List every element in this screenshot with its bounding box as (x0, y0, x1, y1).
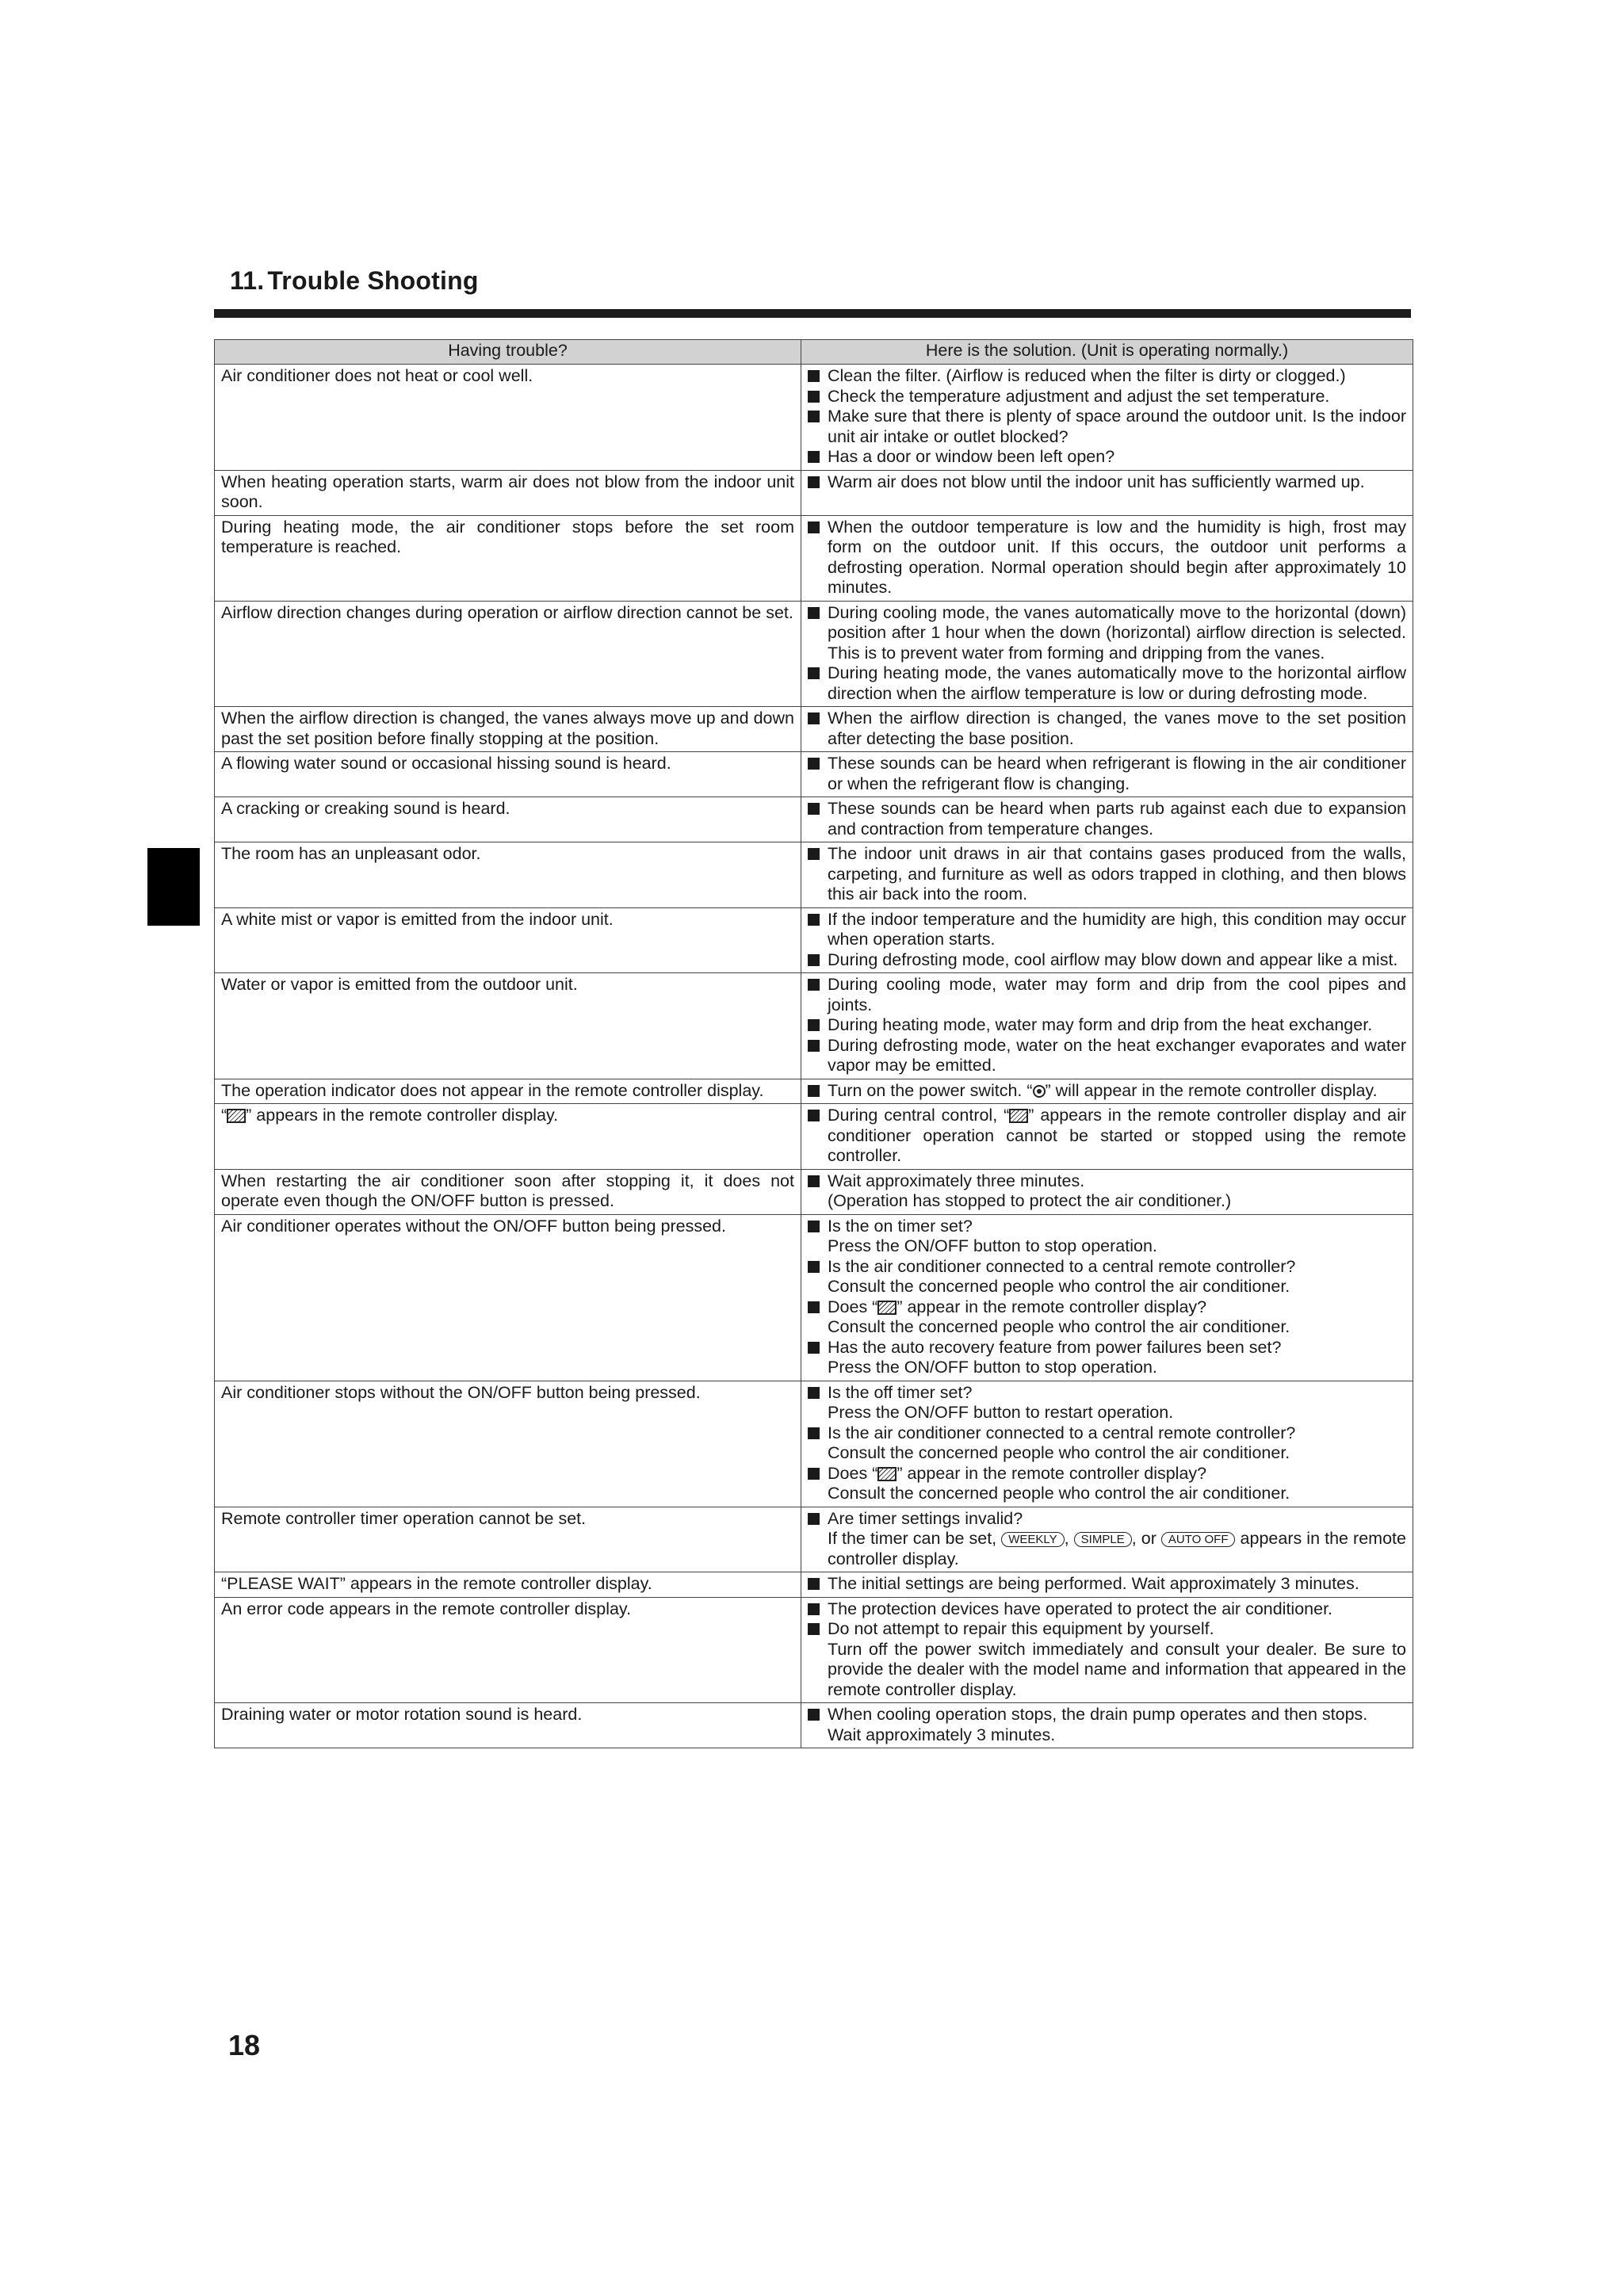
solution-cell (801, 973, 1413, 1079)
solution-item: During heating mode, the vanes automatically move to the horizontal airflow direction when the airflow temperature is low or during defrosting mode. (808, 663, 1406, 704)
square-bullet-icon (808, 954, 820, 966)
square-bullet-icon (808, 803, 820, 815)
table-row (215, 365, 1413, 471)
power-indicator-icon (1033, 1085, 1046, 1098)
square-bullet-icon (808, 848, 820, 860)
problem-cell: A cracking or creaking sound is heard. (215, 797, 801, 842)
problem-cell: Air conditioner operates without the ON/OFF button being pressed. (215, 1214, 801, 1381)
problem-cell: “ ” appears in the remote controller display. (215, 1104, 801, 1170)
square-bullet-icon (808, 411, 820, 422)
solution-cell (801, 470, 1413, 515)
solution-cell (801, 797, 1413, 842)
solution-item: Has the auto recovery feature from power failures been set? Press the ON/OFF button to stop operation. (808, 1338, 1406, 1378)
solution-cell (801, 1381, 1413, 1507)
square-bullet-icon (808, 1427, 820, 1439)
header-problem: Having trouble? (215, 340, 801, 365)
table-row (215, 973, 1413, 1079)
solution-item: Is the air conditioner connected to a central remote controller? Consult the concerned people who control the air conditioner. (808, 1423, 1406, 1464)
solution-item: Check the temperature adjustment and adjust the set temperature. (808, 387, 1406, 407)
problem-cell: Air conditioner does not heat or cool well. (215, 365, 801, 471)
square-bullet-icon (808, 1623, 820, 1635)
problem-cell: A flowing water sound or occasional hissing sound is heard. (215, 752, 801, 797)
solution-item: Is the on timer set? Press the ON/OFF button to stop operation. (808, 1217, 1406, 1257)
solution-item: During central control, “ ” appears in the remote controller display and air conditioner operation cannot be started or stopped using the remote controller. (808, 1106, 1406, 1167)
central-control-icon (227, 1109, 246, 1123)
solution-item: During cooling mode, the vanes automatically move to the horizontal (down) position after 1 hour when the down (horizontal) airflow direction is selected. This is to prevent water from forming and dripping from the vanes. (808, 603, 1406, 664)
solution-cell (801, 365, 1413, 471)
solution-item: The initial settings are being performed. Wait approximately 3 minutes. (808, 1574, 1406, 1595)
solution-item: Wait approximately three minutes. (Operation has stopped to protect the air conditioner.) (808, 1171, 1406, 1212)
square-bullet-icon (808, 476, 820, 488)
central-control-icon (877, 1301, 897, 1315)
square-bullet-icon (808, 1175, 820, 1187)
table-row (215, 797, 1413, 842)
table-row (215, 601, 1413, 707)
table-row (215, 1381, 1413, 1507)
section-title (230, 266, 479, 296)
problem-cell: A white mist or vapor is emitted from the indoor unit. (215, 907, 801, 973)
square-bullet-icon (808, 1085, 820, 1097)
problem-cell: Airflow direction changes during operation or airflow direction cannot be set. (215, 601, 801, 707)
square-bullet-icon (808, 712, 820, 724)
table-row (215, 752, 1413, 797)
square-bullet-icon (808, 914, 820, 926)
side-tab-marker (147, 848, 200, 926)
solution-cell (801, 601, 1413, 707)
problem-cell: The operation indicator does not appear in the remote controller display. (215, 1079, 801, 1104)
solution-cell (801, 707, 1413, 752)
solution-item: Is the off timer set? Press the ON/OFF button to restart operation. (808, 1383, 1406, 1423)
simple-timer-label: SIMPLE (1074, 1532, 1132, 1547)
problem-cell: When heating operation starts, warm air does not blow from the indoor unit soon. (215, 470, 801, 515)
solution-cell (801, 907, 1413, 973)
solution-cell (801, 1703, 1413, 1748)
square-bullet-icon (808, 1221, 820, 1232)
square-bullet-icon (808, 1019, 820, 1031)
table-row (215, 707, 1413, 752)
solution-item: If the indoor temperature and the humidity are high, this condition may occur when operation starts. (808, 910, 1406, 950)
solution-item: Does “ ” appear in the remote controller display? Consult the concerned people who control the air conditioner. (808, 1297, 1406, 1338)
title-rule (214, 309, 1411, 318)
square-bullet-icon (808, 607, 820, 619)
solution-item: Does “ ” appear in the remote controller display? Consult the concerned people who control the air conditioner. (808, 1464, 1406, 1504)
square-bullet-icon (808, 1709, 820, 1721)
table-row (215, 515, 1413, 601)
table-row (215, 1572, 1413, 1598)
table-header-row (215, 340, 1413, 365)
solution-item: During heating mode, water may form and drip from the heat exchanger. (808, 1015, 1406, 1036)
solution-cell (801, 1597, 1413, 1703)
table-row (215, 1597, 1413, 1703)
square-bullet-icon (808, 1040, 820, 1052)
square-bullet-icon (808, 521, 820, 533)
solution-item: Are timer settings invalid? If the timer can be set, WEEKLY , SIMPLE , or AUTO OFF appears in the remote controller display. (808, 1509, 1406, 1570)
troubleshooting-table (214, 339, 1413, 1748)
square-bullet-icon (808, 1301, 820, 1313)
solution-item: When cooling operation stops, the drain pump operates and then stops. Wait approximately 3 minutes. (808, 1705, 1406, 1745)
solution-cell (801, 842, 1413, 908)
problem-cell: When the airflow direction is changed, the vanes always move up and down past the set position before finally stopping at the position. (215, 707, 801, 752)
solution-cell (801, 1169, 1413, 1214)
table-row (215, 1703, 1413, 1748)
solution-item: Is the air conditioner connected to a central remote controller? Consult the concerned people who control the air conditioner. (808, 1257, 1406, 1297)
central-control-icon (877, 1467, 897, 1481)
solution-item: Make sure that there is plenty of space around the outdoor unit. Is the indoor unit air intake or outlet blocked? (808, 407, 1406, 447)
solution-cell (801, 1572, 1413, 1598)
table-row (215, 842, 1413, 908)
solution-item: These sounds can be heard when refrigerant is flowing in the air conditioner or when the refrigerant flow is changing. (808, 754, 1406, 794)
square-bullet-icon (808, 758, 820, 770)
problem-cell: Water or vapor is emitted from the outdoor unit. (215, 973, 801, 1079)
square-bullet-icon (808, 1513, 820, 1525)
table-row (215, 470, 1413, 515)
square-bullet-icon (808, 1342, 820, 1354)
solution-cell (801, 1507, 1413, 1572)
square-bullet-icon (808, 370, 820, 382)
square-bullet-icon (808, 1387, 820, 1399)
solution-item: During cooling mode, water may form and drip from the cool pipes and joints. (808, 975, 1406, 1015)
solution-item: When the outdoor temperature is low and the humidity is high, frost may form on the outdoor unit. If this occurs, the outdoor unit performs a defrosting operation. Normal operation should begin after approximately 10 minutes. (808, 518, 1406, 598)
problem-cell: The room has an unpleasant odor. (215, 842, 801, 908)
table-row (215, 1507, 1413, 1572)
section-heading: Trouble Shooting (267, 266, 479, 295)
square-bullet-icon (808, 1578, 820, 1590)
square-bullet-icon (808, 1261, 820, 1273)
square-bullet-icon (808, 667, 820, 679)
auto-off-timer-label: AUTO OFF (1161, 1532, 1236, 1547)
problem-cell: During heating mode, the air conditioner stops before the set room temperature is reached. (215, 515, 801, 601)
problem-cell: “PLEASE WAIT” appears in the remote controller display. (215, 1572, 801, 1598)
square-bullet-icon (808, 451, 820, 463)
square-bullet-icon (808, 1110, 820, 1121)
solution-item: These sounds can be heard when parts rub against each due to expansion and contraction from temperature changes. (808, 799, 1406, 839)
header-solution: Here is the solution. (Unit is operating normally.) (801, 340, 1413, 365)
table-row (215, 1214, 1413, 1381)
table-row (215, 1169, 1413, 1214)
solution-item: The indoor unit draws in air that contains gases produced from the walls, carpeting, and furniture as well as odors trapped in clothing, and then blows this air back into the room. (808, 844, 1406, 905)
solution-cell (801, 752, 1413, 797)
solution-cell (801, 515, 1413, 601)
table-row (215, 907, 1413, 973)
problem-cell: Remote controller timer operation cannot be set. (215, 1507, 801, 1572)
square-bullet-icon (808, 1603, 820, 1615)
solution-item: During defrosting mode, cool airflow may blow down and appear like a mist. (808, 950, 1406, 971)
solution-cell (801, 1079, 1413, 1104)
weekly-timer-label: WEEKLY (1001, 1532, 1064, 1547)
square-bullet-icon (808, 979, 820, 991)
solution-item: Clean the filter. (Airflow is reduced when the filter is dirty or clogged.) (808, 366, 1406, 387)
solution-item: Warm air does not blow until the indoor unit has sufficiently warmed up. (808, 472, 1406, 493)
table-row (215, 1104, 1413, 1170)
solution-item: Turn on the power switch. “ ” will appear in the remote controller display. (808, 1081, 1406, 1102)
solution-cell (801, 1214, 1413, 1381)
solution-item: Do not attempt to repair this equipment by yourself. Turn off the power switch immediately and consult your dealer. Be sure to provide the dealer with the model name and information that appeared in the remote controller display. (808, 1619, 1406, 1700)
section-number: 11. (230, 266, 265, 295)
problem-cell: When restarting the air conditioner soon after stopping it, it does not operate even though the ON/OFF button is pressed. (215, 1169, 801, 1214)
solution-cell (801, 1104, 1413, 1170)
square-bullet-icon (808, 1468, 820, 1480)
problem-cell: Draining water or motor rotation sound is heard. (215, 1703, 801, 1748)
solution-item: During defrosting mode, water on the heat exchanger evaporates and water vapor may be emitted. (808, 1036, 1406, 1076)
square-bullet-icon (808, 391, 820, 403)
table-row (215, 1079, 1413, 1104)
problem-cell: An error code appears in the remote controller display. (215, 1597, 801, 1703)
problem-cell: Air conditioner stops without the ON/OFF button being pressed. (215, 1381, 801, 1507)
solution-item: The protection devices have operated to protect the air conditioner. (808, 1599, 1406, 1620)
solution-item: When the airflow direction is changed, the vanes move to the set position after detecting the base position. (808, 709, 1406, 749)
page-number: 18 (228, 2029, 261, 2061)
central-control-icon (1009, 1109, 1028, 1123)
solution-item: Has a door or window been left open? (808, 447, 1406, 468)
